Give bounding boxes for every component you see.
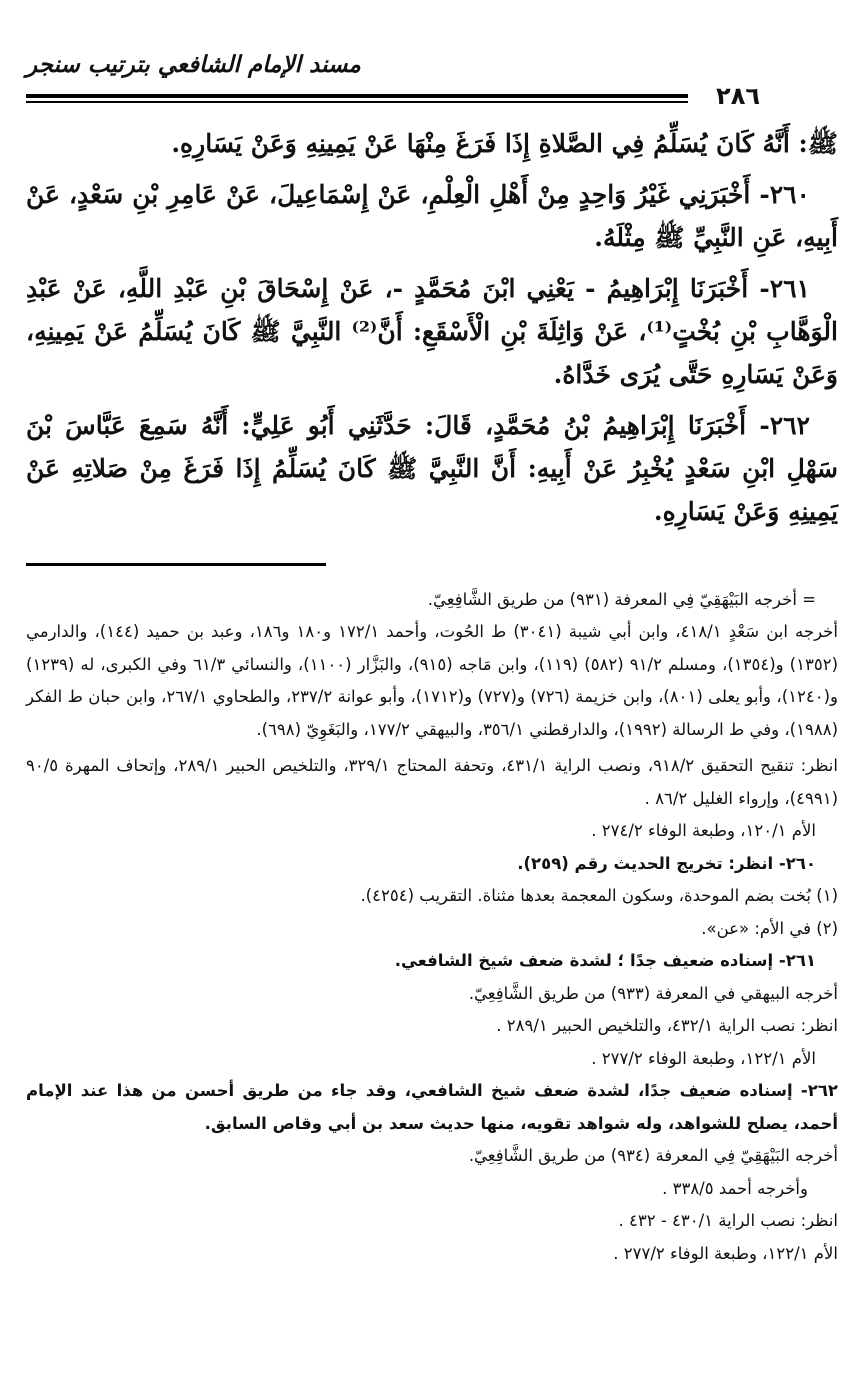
footnotes [26, 584, 838, 1271]
hadith-261: ٢٦١- أَخْبَرَنَا إِبْرَاهِيمُ - يَعْنِي ابْنَ مُحَمَّدٍ -، عَنْ إِسْحَاقَ بْنِ عَبْدِ اللَّهِ، عَنْ عَبْدِ الْوَهَّابِ بْنِ بُخْتٍ⁽¹⁾، عَنْ وَاثِلَةَ بْنِ الْأَسْقَعِ: أَنَّ⁽²⁾ النَّبِيَّ ﷺ كَانَ يُسَلِّمُ عَنْ يَمِينِهِ، وَعَنْ يَسَارِهِ حَتَّى يُرَى خَدَّاهُ. [26, 274, 838, 389]
footnote-line: انظر: نصب الراية ٤٣٠/١ - ٤٣٢ . [618, 1211, 838, 1230]
footnote-line: أخرجه البَيْهَقِيّ فِي المعرفة (٩٣٤) من طريق الشَّافِعِيّ. [468, 1146, 838, 1165]
page-header [26, 52, 838, 110]
hadith-262: ٢٦٢- أَخْبَرَنَا إِبْرَاهِيمُ بْنُ مُحَمَّدٍ، قَالَ: حَدَّثَنِي أَبُو عَلِيٍّ: أَنَّهُ سَمِعَ عَبَّاسَ بْنَ سَهْلِ ابْنِ سَعْدٍ يُخْبِرُ عَنْ أَبِيهِ: أَنَّ النَّبِيَّ ﷺ كَانَ يُسَلِّمُ إِذَا فَرَغَ مِنْ صَلاتِهِ عَنْ يَمِينِهِ وَعَنْ يَسَارِهِ. [26, 411, 838, 526]
hadith-continuation: ﷺ: أَنَّهُ كَانَ يُسَلِّمُ فِي الصَّلاةِ إِذَا فَرَغَ مِنْهَا عَنْ يَمِينِهِ وَعَنْ يَسَارِهِ. [171, 129, 838, 158]
book-page [26, 52, 838, 1362]
hadith-260: ٢٦٠- أَخْبَرَنِي غَيْرُ وَاحِدٍ مِنْ أَهْلِ الْعِلْمِ، عَنْ إِسْمَاعِيلَ، عَنْ عَامِرِ بْنِ سَعْدٍ، عَنْ أَبِيهِ، عَنِ النَّبِيِّ ﷺ مِثْلَهُ. [26, 180, 838, 252]
footnote-line: أخرجه البيهقي في المعرفة (٩٣٣) من طريق الشَّافِعِيّ. [468, 983, 838, 1003]
footnote-line: الأم ١٢٠/١، وطبعة الوفاء ٢٧٤/٢ . [591, 821, 816, 840]
footnote-line: الأم ١٢٢/١، وطبعة الوفاء ٢٧٧/٢ . [591, 1048, 816, 1068]
page-number: ٢٨٦ [716, 82, 760, 110]
header-rule-thick [26, 94, 688, 98]
header-rule-thin [26, 101, 688, 103]
footnote-line: انظر: نصب الراية ٤٣٢/١، والتلخيص الحبير ٢٨٩/١ . [496, 1016, 838, 1035]
footnote-line: (٢) في الأم: «عن». [701, 918, 838, 938]
footnote-line: انظر: تنقيح التحقيق ٩١٨/٢، ونصب الراية ٤٣١/١، وتحفة المحتاج ٣٢٩/١، والتلخيص الحبير ٢٨٩/١، وإتحاف المهرة ٩٠/٥ (٤٩٩١)، وإرواء الغليل ٨٦/٢ . [26, 756, 838, 808]
footnote-line: (١) بُخت بضم الموحدة، وسكون المعجمة بعدها مثناة. التقريب (٤٢٥٤). [360, 886, 838, 905]
footnote-separator [26, 563, 326, 566]
footnote-line: أخرجه ابن سَعْدٍ ٤١٨/١، وابن أبي شيبة (٣٠٤١) ط الحُوت، وأحمد ١٧٢/١ و١٨٠ و١٨٦، وعبد بن حميد (١٤٤)، والدارمي (١٣٥٢) و(١٣٥٤)، ومسلم ٩١/٢ (٥٨٢) (١١٩)، وابن مَاجه (٩١٥)، والبَزَّار (١١٠٠)، والنسائي ٦١/٣ وفي الكبرى، له (١٢٣٩) و(١٢٤٠)، وأبو يعلى (٨٠١)، وابن خزيمة (٧٢٦) و(٧٢٧) و(١٧١٢)، وأبو عوانة ٢٣٧/٢، والطحاوي ٢٦٧/١، وابن حبان ط الفكر (١٩٨٨)، وفي ط الرسالة (١٩٩٢)، والدارقطني ٣٥٦/١، والبيهقي ١٧٧/٢، والبَغَوِيّ (٦٩٨). [26, 622, 839, 739]
main-text [26, 122, 838, 533]
footnote-line: وأخرجه أحمد ٣٣٨/٥ . [662, 1178, 808, 1198]
footnote-line: الأم ١٢٢/١، وطبعة الوفاء ٢٧٧/٢ . [613, 1243, 838, 1263]
footnote-line: = أخرجه البَيْهَقِيّ فِي المعرفة (٩٣١) من طريق الشَّافِعِيّ. [427, 589, 816, 609]
running-title: مسند الإمام الشافعي بترتيب سنجر [26, 52, 361, 78]
footnote-line: ٢٦٢- إسناده ضعيف جدًا، لشدة ضعف شيخ الشافعي، وقد جاء من طريق أحسن من هذا عند الإمام أحمد، يصلح للشواهد، وله شواهد تقويه، منها حديث سعد بن أبي وقاص السابق. [26, 1081, 838, 1133]
footnote-line: ٢٦١- إسناده ضعيف جدًا ؛ لشدة ضعف شيخ الشافعي. [394, 951, 816, 970]
footnote-line: ٢٦٠- انظر: تخريج الحديث رقم (٢٥٩). [517, 853, 816, 873]
